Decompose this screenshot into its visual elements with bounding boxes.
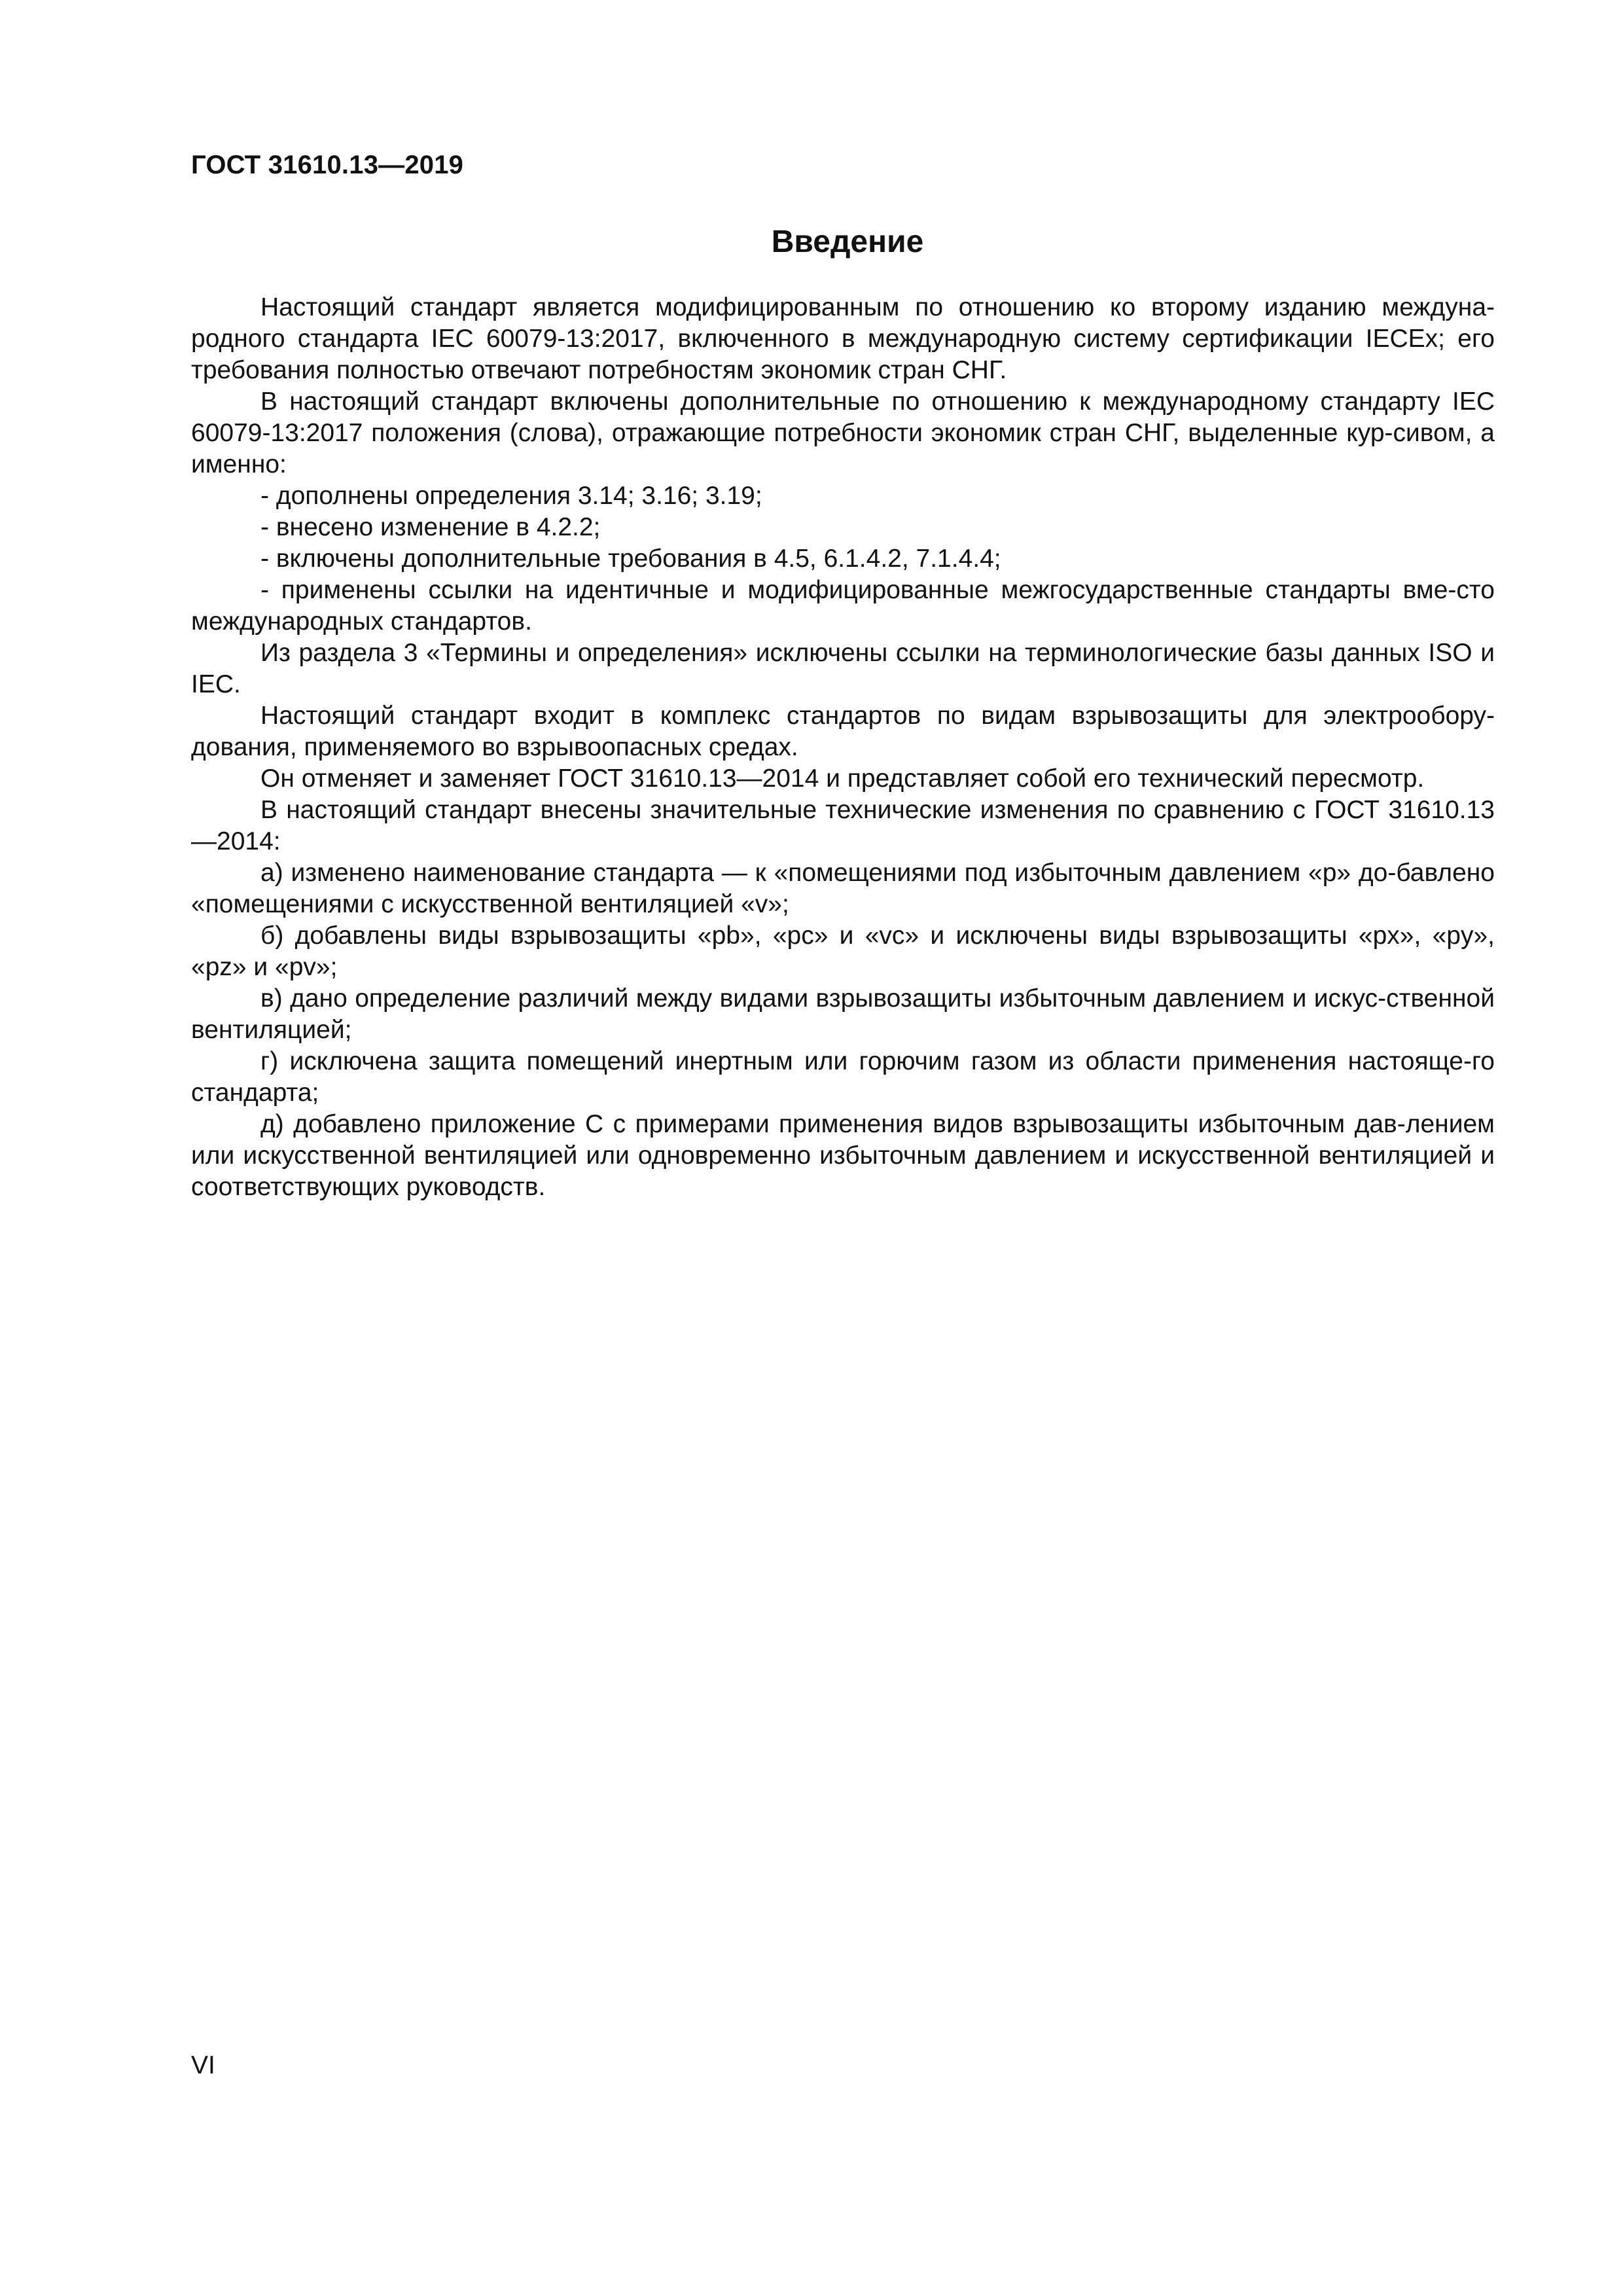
change-item: д) добавлено приложение С с примерами применения видов взрывозащиты избыточным дав-лением или искусственной вентиляцией или одновременно избыточным давлением и искусственной вентиляцией и соответствующих руководств. bbox=[191, 1110, 1495, 1201]
document-body bbox=[191, 292, 1495, 1203]
paragraph: Он отменяет и заменяет ГОСТ 31610.13—2014 и представляет собой его технический пересмотр. bbox=[260, 764, 1425, 793]
list-item: - применены ссылки на идентичные и модифицированные межгосударственные стандарты вме-сто международных стандартов. bbox=[191, 576, 1495, 636]
paragraph: Настоящий стандарт входит в комплекс стандартов по видам взрывозащиты для электрообору-дования, применяемого во взрывоопасных средах. bbox=[191, 702, 1495, 761]
paragraph: В настоящий стандарт внесены значительные технические изменения по сравнению с ГОСТ 31610.13—2014: bbox=[191, 796, 1495, 855]
list-item: - внесено изменение в 4.2.2; bbox=[260, 513, 601, 541]
document-header: ГОСТ 31610.13—2019 bbox=[191, 151, 464, 179]
page-number: VI bbox=[191, 2051, 215, 2079]
paragraph: Из раздела 3 «Термины и определения» исключены ссылки на терминологические базы данных ISO и IEC. bbox=[191, 639, 1495, 698]
paragraph: Настоящий стандарт является модифицированным по отношению ко второму изданию междуна-родного стандарта IEC 60079-13:2017, включенного в международную систему сертификации IECEx; его требования полностью отвечают потребностям экономик стран СНГ. bbox=[191, 293, 1495, 384]
paragraph: В настоящий стандарт включены дополнительные по отношению к международному стандарту IEC 60079-13:2017 положения (слова), отражающие потребности экономик стран СНГ, выделенные кур-сивом, а именно: bbox=[191, 387, 1495, 478]
change-item: б) добавлены виды взрывозащиты «pb», «pc» и «vc» и исключены виды взрывозащиты «px», «py», «pz» и «pv»; bbox=[191, 922, 1495, 981]
list-item: - дополнены определения 3.14; 3.16; 3.19; bbox=[260, 482, 762, 510]
change-item: а) изменено наименование стандарта — к «помещениями под избыточным давлением «р» до-бавлено «помещениями с искусственной вентиляцией «v»; bbox=[191, 859, 1495, 918]
change-item: в) дано определение различий между видами взрывозащиты избыточным давлением и искус-ственной вентиляцией; bbox=[191, 984, 1495, 1044]
section-title: Введение bbox=[771, 224, 924, 259]
change-item: г) исключена защита помещений инертным или горючим газом из области применения настояще-го стандарта; bbox=[191, 1047, 1495, 1107]
list-item: - включены дополнительные требования в 4.5, 6.1.4.2, 7.1.4.4; bbox=[260, 545, 1001, 573]
